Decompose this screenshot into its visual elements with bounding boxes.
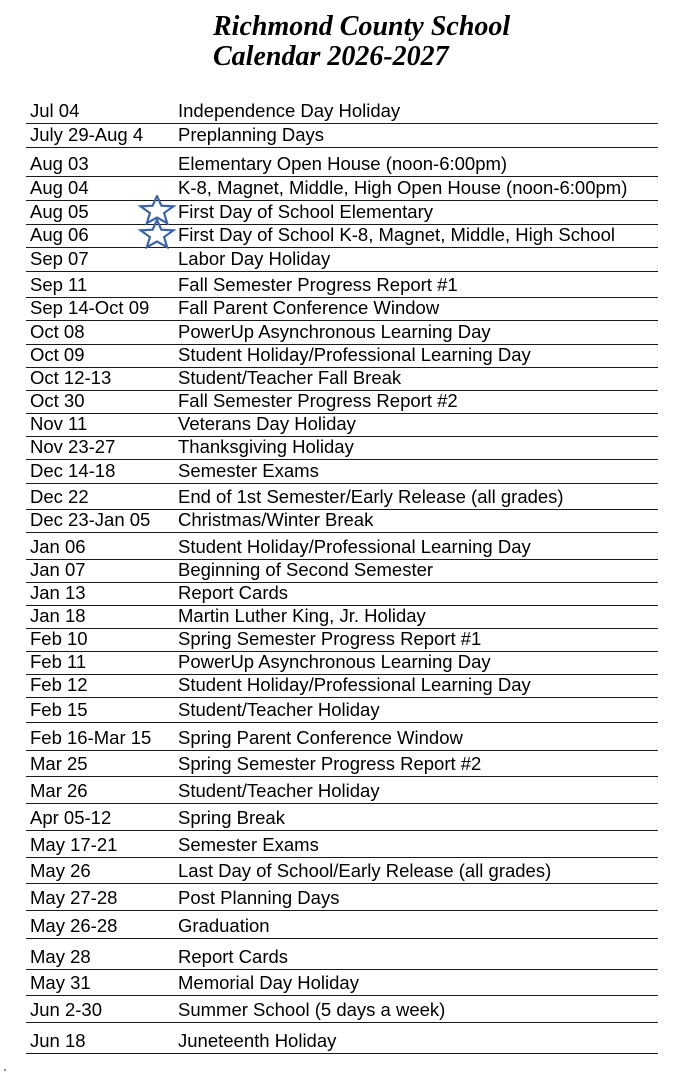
table-row [26, 1023, 658, 1054]
table-row [26, 698, 658, 723]
row-date: Oct 09 [30, 344, 85, 365]
table-row [26, 272, 658, 298]
row-event: Student Holiday/Professional Learning Day [178, 536, 531, 557]
row-event: Spring Break [178, 807, 285, 828]
row-event: First Day of School K-8, Magnet, Middle, High School [178, 224, 615, 245]
row-date: Jan 13 [30, 582, 86, 603]
table-row [26, 723, 658, 751]
table-row [26, 939, 658, 970]
row-event: Memorial Day Holiday [178, 972, 359, 993]
row-event: Semester Exams [178, 834, 319, 855]
row-event: Preplanning Days [178, 124, 325, 145]
table-row [26, 460, 658, 484]
row-date: Mar 26 [30, 780, 88, 801]
row-event: Semester Exams [178, 460, 319, 481]
row-date: Sep 11 [30, 274, 88, 295]
row-date: Aug 06 [30, 224, 89, 245]
table-row [26, 437, 658, 460]
row-event: Graduation [178, 915, 270, 936]
table-row [26, 533, 658, 560]
table-row [26, 124, 658, 148]
row-date: Feb 15 [30, 699, 88, 720]
table-row [26, 225, 658, 248]
row-event: Student/Teacher Fall Break [178, 367, 402, 388]
row-event: K-8, Magnet, Middle, High Open House (noon-6:00pm) [178, 177, 628, 198]
row-date: Nov 23-27 [30, 436, 116, 457]
table-row [26, 911, 658, 939]
row-date: Feb 11 [30, 651, 87, 672]
row-date: Dec 23-Jan 05 [30, 509, 151, 530]
row-date: Aug 05 [30, 201, 89, 222]
table-row [26, 201, 658, 225]
table-row [26, 831, 658, 858]
row-date: Oct 12-13 [30, 367, 112, 388]
row-event: Post Planning Days [178, 887, 340, 908]
row-date: May 26-28 [30, 915, 118, 936]
row-date: May 31 [30, 972, 91, 993]
row-date: Feb 12 [30, 674, 88, 695]
row-date: Jun 2-30 [30, 999, 102, 1020]
row-event: Fall Semester Progress Report #2 [178, 390, 458, 411]
row-date: Jan 07 [30, 559, 86, 580]
table-row [26, 751, 658, 777]
row-date: Sep 07 [30, 248, 89, 269]
table-row [26, 484, 658, 510]
row-date: Sep 14-Oct 09 [30, 297, 150, 318]
table-row [26, 970, 658, 996]
row-event: Juneteenth Holiday [178, 1030, 337, 1051]
title-line-2: Calendar 2026-2027 [213, 41, 449, 72]
row-event: Spring Parent Conference Window [178, 727, 463, 748]
row-date: Oct 08 [30, 321, 85, 342]
row-event: Martin Luther King, Jr. Holiday [178, 605, 426, 626]
table-row [26, 777, 658, 804]
table-row [26, 414, 658, 437]
table-row [26, 298, 658, 321]
row-event: Last Day of School/Early Release (all grades) [178, 860, 552, 881]
row-date: Nov 11 [30, 413, 88, 434]
row-event: Christmas/Winter Break [178, 509, 374, 530]
row-event: Report Cards [178, 582, 289, 603]
row-event: Thanksgiving Holiday [178, 436, 354, 457]
row-event: Student/Teacher Holiday [178, 699, 380, 720]
row-date: Feb 16-Mar 15 [30, 727, 152, 748]
star-icon [136, 219, 178, 249]
row-date: Jul 04 [30, 100, 80, 121]
row-date: Aug 03 [30, 153, 89, 174]
title-line-1: Richmond County School [213, 11, 511, 42]
row-date: Feb 10 [30, 628, 88, 649]
row-event: Summer School (5 days a week) [178, 999, 446, 1020]
row-date: May 17-21 [30, 834, 118, 855]
table-row [26, 248, 658, 272]
row-date: Apr 05-12 [30, 807, 112, 828]
table-row [26, 652, 658, 675]
row-date: Mar 25 [30, 753, 88, 774]
table-row [26, 858, 658, 884]
row-event: Fall Parent Conference Window [178, 297, 440, 318]
row-event: Report Cards [178, 946, 289, 967]
table-row [26, 606, 658, 629]
row-event: Beginning of Second Semester [178, 559, 434, 580]
row-date: Dec 14-18 [30, 460, 116, 481]
row-event: Independence Day Holiday [178, 100, 401, 121]
row-event: PowerUp Asynchronous Learning Day [178, 321, 491, 342]
table-row [26, 629, 658, 652]
row-date: Jan 06 [30, 536, 86, 557]
table-row [26, 996, 658, 1023]
row-event: Spring Semester Progress Report #1 [178, 628, 482, 649]
row-date: July 29-Aug 4 [30, 124, 144, 145]
table-row [26, 804, 658, 831]
row-event: Veterans Day Holiday [178, 413, 356, 434]
page-title [213, 12, 510, 72]
row-event: Student Holiday/Professional Learning Day [178, 344, 531, 365]
table-row [26, 148, 658, 177]
row-date: May 27-28 [30, 887, 118, 908]
row-date: Oct 30 [30, 390, 85, 411]
row-date: May 28 [30, 946, 91, 967]
table-row [26, 368, 658, 391]
row-date: May 26 [30, 860, 91, 881]
row-date: Dec 22 [30, 486, 89, 507]
row-event: Fall Semester Progress Report #1 [178, 274, 458, 295]
table-row [26, 391, 658, 414]
row-event: End of 1st Semester/Early Release (all grades) [178, 486, 564, 507]
table-row [26, 345, 658, 368]
row-event: Elementary Open House (noon-6:00pm) [178, 153, 508, 174]
table-row [26, 321, 658, 345]
table-row [26, 884, 658, 911]
table-row [26, 675, 658, 698]
page-mark [4, 1069, 6, 1071]
row-date: Jun 18 [30, 1030, 86, 1051]
table-row [26, 560, 658, 583]
row-date: Aug 04 [30, 177, 89, 198]
row-event: First Day of School Elementary [178, 201, 433, 222]
row-event: Spring Semester Progress Report #2 [178, 753, 482, 774]
row-event: Student/Teacher Holiday [178, 780, 380, 801]
row-date: Jan 18 [30, 605, 86, 626]
table-row [26, 583, 658, 606]
table-row [26, 177, 658, 201]
row-event: Student Holiday/Professional Learning Day [178, 674, 531, 695]
table-row [26, 100, 658, 124]
row-event: Labor Day Holiday [178, 248, 331, 269]
table-row [26, 510, 658, 533]
row-event: PowerUp Asynchronous Learning Day [178, 651, 491, 672]
